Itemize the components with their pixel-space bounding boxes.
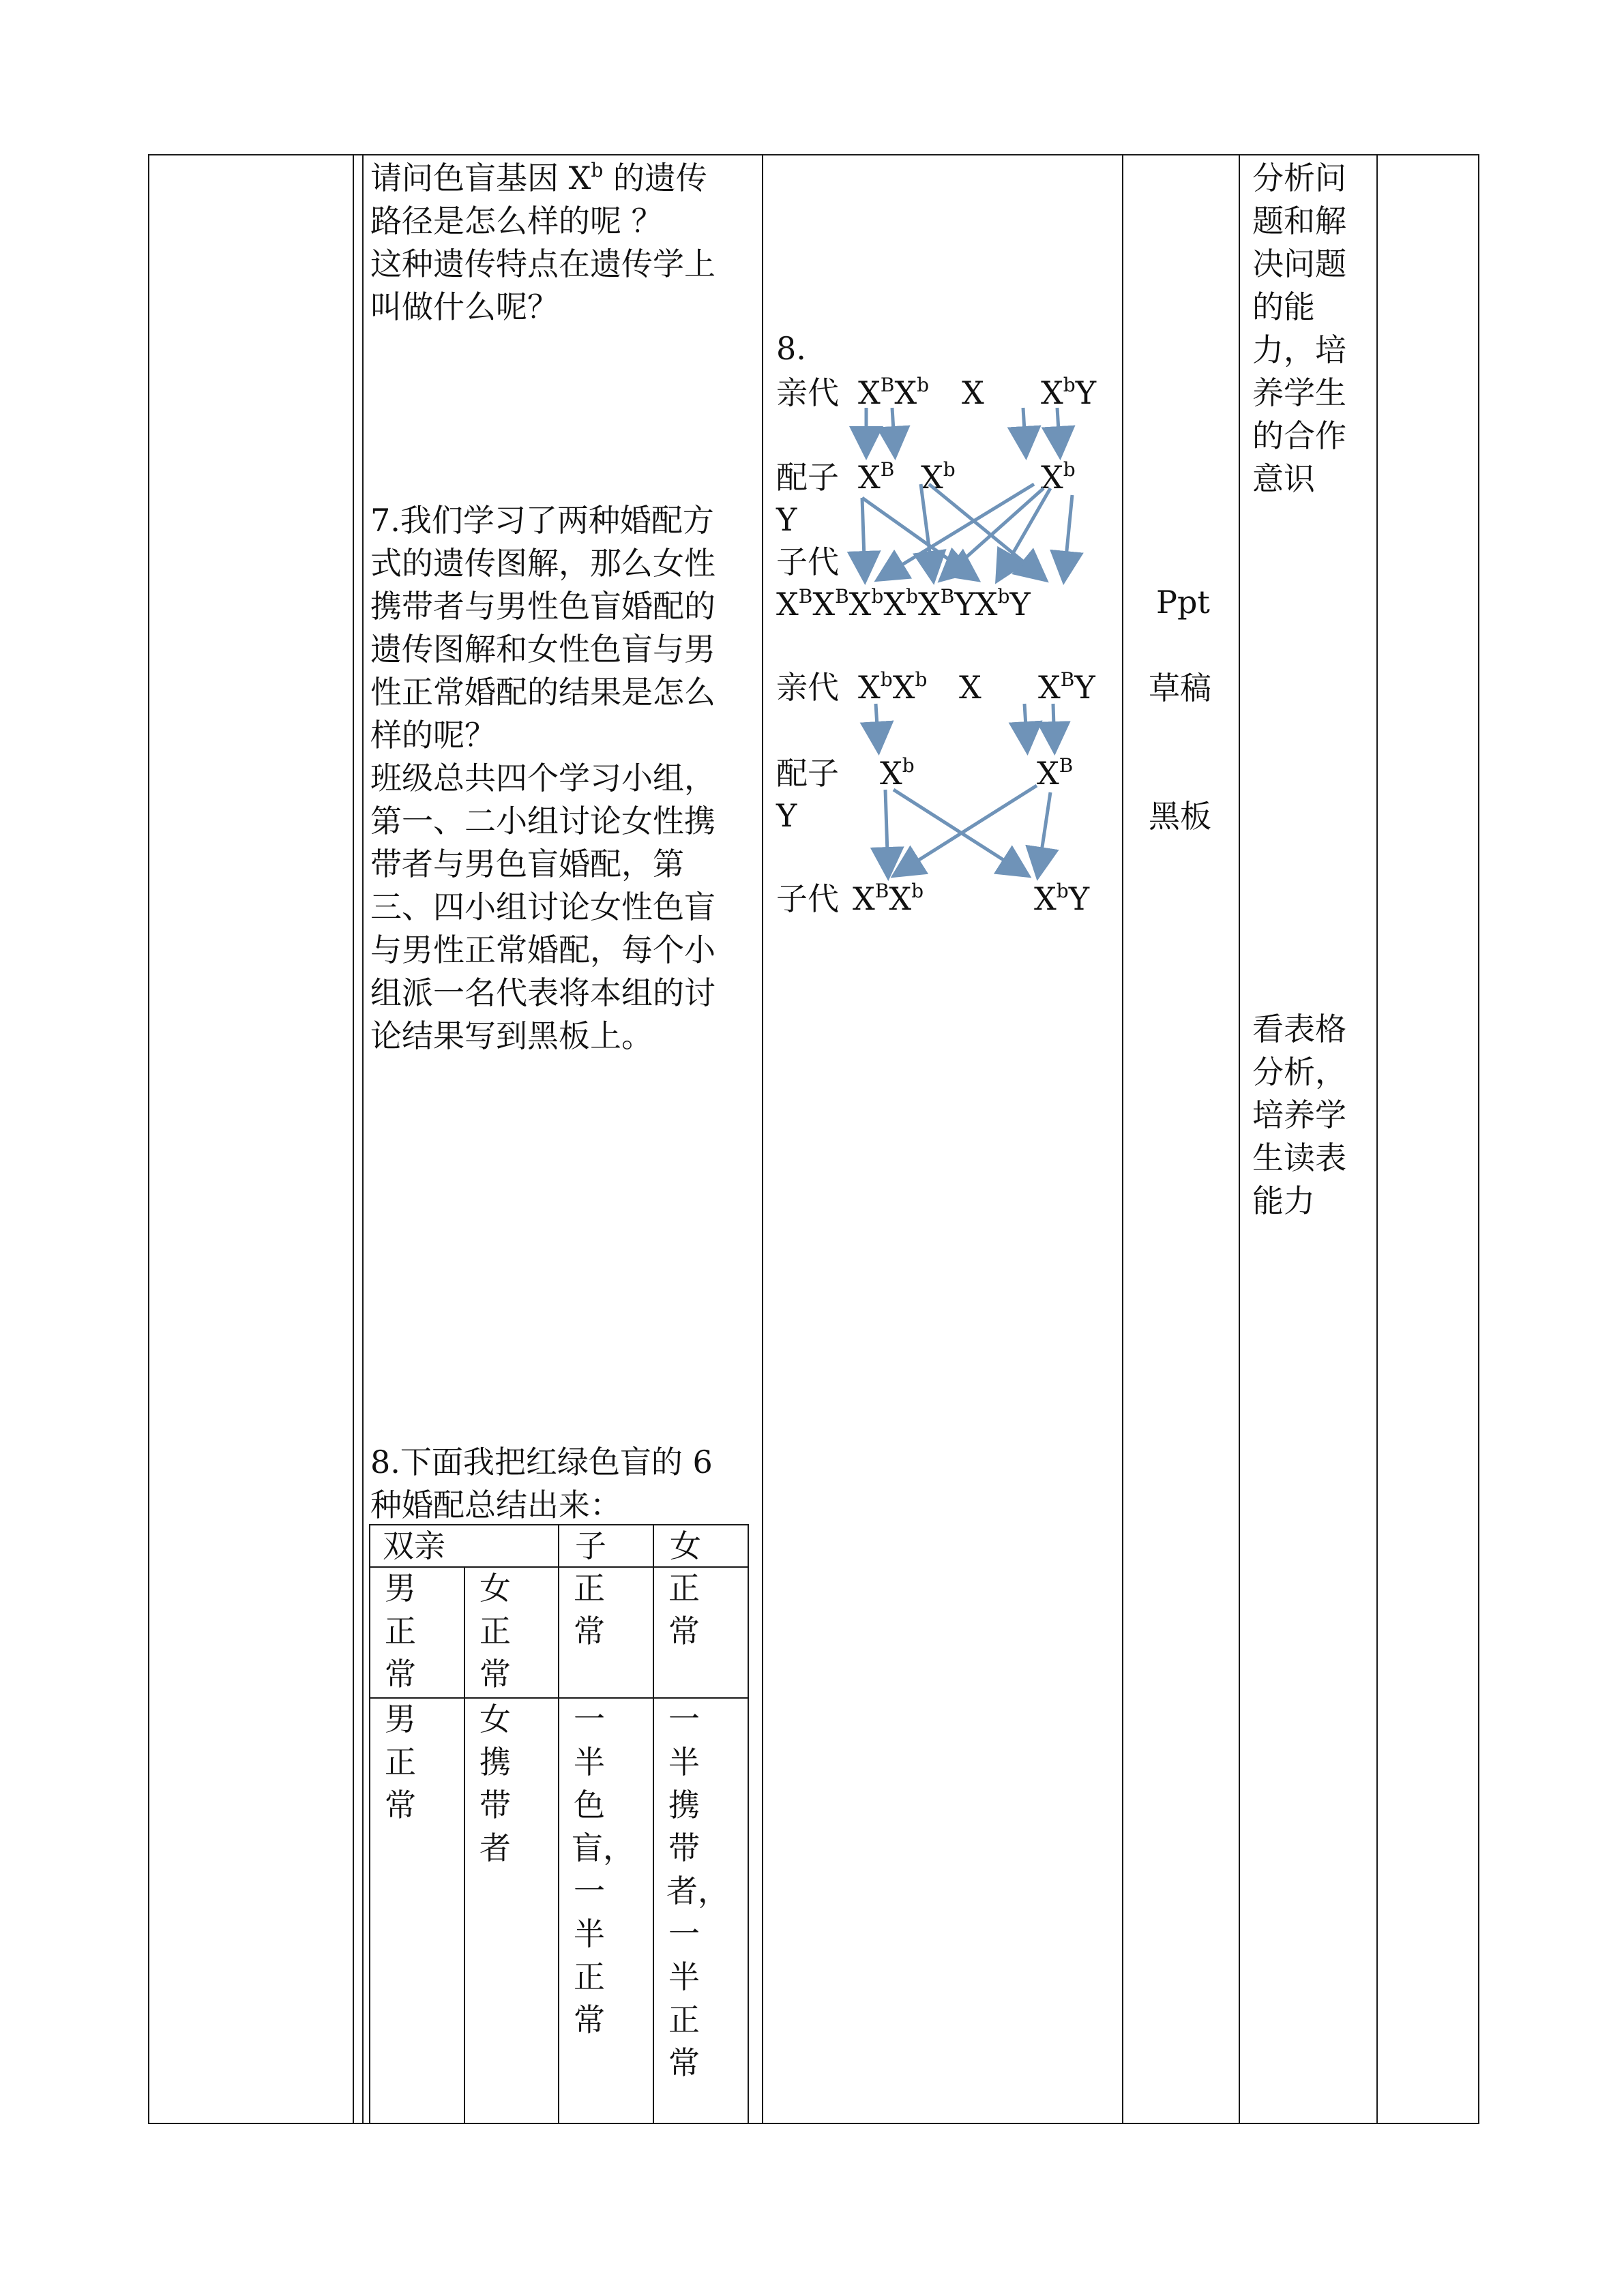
d1-gamete-label: 配子	[776, 459, 839, 496]
d2-gamete-label: 配子	[776, 755, 839, 792]
d1-gamete-1: $X^B$	[858, 458, 895, 496]
media-draft: 草稿	[1149, 670, 1211, 706]
d1-arrow-p3	[1023, 408, 1026, 453]
row1-mother: 女正常	[479, 1570, 511, 1693]
d2-offspring-2: $X^bY$	[1034, 880, 1090, 917]
intent-line: 看表格	[1252, 1011, 1346, 1047]
p7-line: 三、四小组讨论女性色盲	[370, 889, 715, 925]
intent-line: 力，培	[1252, 331, 1346, 368]
media-blackboard: 黑板	[1149, 798, 1211, 835]
header-parents: 双亲	[383, 1527, 445, 1564]
d1-gamete-2: $X^b$	[921, 458, 956, 496]
p7-line: 遗传图解和女性色盲与男	[370, 631, 715, 668]
intent-block-1	[1252, 157, 1346, 501]
d1-offspring-3: $X^BY$	[918, 585, 975, 623]
row1-son: 正常	[574, 1570, 605, 1650]
intent-line: 意识	[1252, 460, 1315, 497]
row1-daughter: 正常	[668, 1570, 700, 1650]
intent-line: 分析，	[1252, 1054, 1346, 1090]
d1-cross: X	[962, 374, 984, 411]
d2-parent-female: $X^bX^b$	[858, 668, 928, 706]
d1-offspring-label: 子代	[776, 543, 839, 580]
intent-line: 决问题	[1252, 245, 1346, 282]
p8-line-2: 种婚配总结出来：	[370, 1487, 621, 1523]
p7-line: 与男性正常婚配，每个小	[370, 931, 715, 968]
row1-father: 男正常	[385, 1570, 416, 1693]
p7-line: 组派一名代表将本组的讨	[370, 974, 715, 1011]
intent-line: 的能	[1252, 288, 1315, 325]
intent-line: 培养学	[1252, 1097, 1346, 1133]
intent-line: 生读表	[1252, 1139, 1346, 1176]
row2-son: 一半色盲，一半正常	[572, 1701, 634, 2038]
d2-arrow-g3	[896, 786, 1037, 874]
d1-arrow-p4	[1057, 408, 1060, 453]
d2-gamete-1: $X^b$	[880, 754, 915, 792]
intent-line: 的合作	[1252, 417, 1346, 454]
media-ppt: Ppt	[1156, 584, 1210, 621]
d1-gamete-4: Y	[776, 501, 797, 538]
p7-line: 论结果写到黑板上。	[370, 1017, 653, 1054]
d1-offspring-2: $X^bX^b$	[848, 585, 919, 623]
header-son: 子	[575, 1527, 606, 1564]
d1-parent-male: $X^bY$	[1041, 374, 1097, 411]
intent-line: 能力	[1252, 1182, 1315, 1219]
diagram-label-8: 8.	[776, 330, 806, 367]
d1-arrow-g3	[921, 484, 933, 578]
d1-offspring-4: $X^bY$	[975, 585, 1031, 623]
d1-gamete-3: $X^b$	[1041, 458, 1076, 496]
question-line-3: 这种遗传特点在遗传学上	[370, 245, 715, 282]
d1-arrow-g8	[1064, 495, 1072, 578]
row2-mother: 女携带者	[479, 1701, 511, 1866]
d2-arrow-p2	[1024, 704, 1027, 749]
d2-arrow-g4	[1038, 792, 1050, 874]
d1-parent-female: $X^BX^b$	[858, 374, 930, 411]
d2-cross: X	[959, 669, 981, 706]
row2-daughter: 一半携带者，一半正常	[666, 1701, 729, 2081]
p7-line: 班级总共四个学习小组，	[370, 760, 715, 796]
row2-father: 男正常	[385, 1701, 416, 1823]
p7-line: 式的遗传图解，那么女性	[370, 545, 715, 582]
p7-line: 性正常婚配的结果是怎么	[370, 674, 715, 711]
p7-line: 携带者与男性色盲婚配的	[370, 588, 715, 625]
question-xb-path: 请问色盲基因 $X^b$ 的遗传	[370, 159, 707, 196]
intent-block-2	[1252, 1008, 1346, 1223]
intent-line: 题和解	[1252, 203, 1346, 239]
d1-parent-label: 亲代	[776, 374, 839, 411]
p7-line: 第一、二小组讨论女性携	[370, 803, 715, 839]
d2-arrow-g1	[885, 790, 888, 874]
d1-arrow-p2	[892, 408, 895, 453]
d2-gamete-2: $X^B$	[1037, 754, 1074, 792]
header-daughter: 女	[670, 1527, 701, 1564]
question-line-2: 路径是怎么样的呢 ？	[370, 203, 663, 239]
d1-offspring-1: $X^BX^B$	[776, 585, 849, 623]
intent-line: 养学生	[1252, 374, 1346, 411]
intent-line: 分析问	[1252, 160, 1346, 196]
p7-line: 7.我们学习了两种婚配方	[370, 502, 714, 539]
d2-arrow-p3	[1053, 704, 1054, 749]
d2-offspring-label: 子代	[776, 880, 839, 917]
p7-line: 带者与男色盲婚配，第	[370, 846, 684, 882]
d2-arrow-p1	[876, 704, 879, 749]
p7-line: 样的呢？	[370, 717, 496, 754]
p8-line-1: 8.下面我把红绿色盲的 6	[370, 1444, 713, 1480]
d2-parent-label: 亲代	[776, 669, 839, 706]
d2-offspring-1: $X^BX^b$	[853, 880, 924, 917]
d1-arrow-g1	[862, 498, 865, 578]
d2-parent-male: $X^BY$	[1038, 668, 1095, 706]
d2-gamete-3: Y	[776, 797, 797, 834]
question-line-4: 叫做什么呢？	[370, 288, 559, 325]
